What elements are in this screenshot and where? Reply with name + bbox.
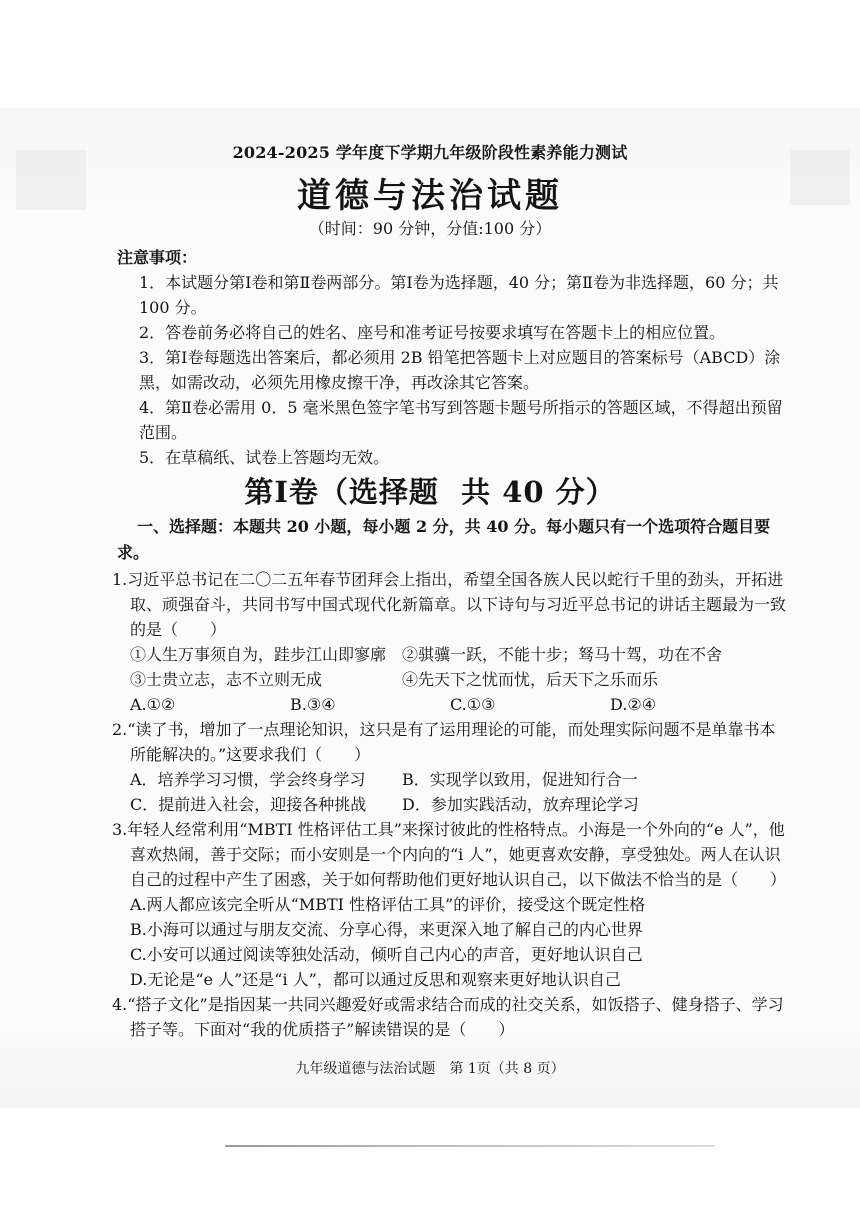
page-title: 道德与法治试题 (297, 176, 563, 216)
choice-d: D.无论是“e 人”还是“i 人”，都可以通过反思和观察来更好地认识自己 (130, 970, 621, 989)
section-instructions: 一、选择题：本题共 20 小题，每小题 2 分，共 40 分。每小题只有一个选项符合题目要求。 (117, 517, 771, 562)
choice-c: C．提前进入社会，迎接各种挑战 (130, 795, 367, 814)
notice-item (117, 270, 785, 320)
question-stem: 4.“搭子文化”是指因某一共同兴趣爱好或需求结合而成的社交关系，如饭搭子、健身搭子、学习搭子等。下面对“我的优质搭子”解读错误的是（ ） (112, 995, 784, 1039)
notice-item-text: 1．本试题分第Ⅰ卷和第Ⅱ卷两部分。第Ⅰ卷为选择题，40 分；第Ⅱ卷为非选择题，60 分；共 100 分。 (139, 273, 779, 317)
statement-row (112, 642, 787, 667)
question-stem: 2.“读了书，增加了一点理论知识，这只是有了运用理论的可能，而处理实际问题不是单靠书本所能解决的。”这要求我们（ ） (112, 720, 776, 764)
section-title: 第Ⅰ卷（选择题 共 40 分） (244, 475, 616, 509)
notice-item-text: 4．第Ⅱ卷必需用 0．5 毫米黑色签字笔书写到答题卡题号所指示的答题区域，不得超出预留范围。 (139, 398, 783, 442)
notice-item (117, 345, 785, 395)
choice-b: B.小海可以通过与朋友交流、分享心得，来更深入地了解自己的内心世界 (130, 920, 643, 939)
statement-1: ①人生万事须自为，跬步江山即寥廓 (130, 645, 387, 664)
page-footer: 九年级道德与法治试题 第 1页（共 8 页） (295, 1061, 565, 1077)
choice-row (112, 767, 787, 792)
notice-item (117, 320, 785, 345)
choice-a: A.两人都应该完全听从“MBTI 性格评估工具”的评价，接受这个既定性格 (130, 895, 646, 914)
notice-item (117, 445, 785, 470)
scan-edge-line (225, 1145, 715, 1147)
notice-heading: 注意事项： (117, 248, 198, 267)
question-1 (112, 567, 787, 717)
question-4 (112, 992, 787, 1042)
statement-2: ②骐骥一跃，不能十步；驽马十驾，功在不舍 (402, 645, 723, 664)
question-3 (112, 817, 787, 992)
question-stem: 3.年轻人经常利用“MBTI 性格评估工具”来探讨彼此的性格特点。小海是一个外向的“e 人”，他喜欢热闹，善于交际；而小安则是一个内向的“i 人”，她更喜欢安静，享受独处。两人在认识自己的过程中产生了困惑，关于如何帮助他们更好地认识自己，以下做法不恰当的是（ ） (112, 820, 787, 889)
choice-b: B．实现学以致用，促进知行合一 (402, 770, 638, 789)
time-line: （时间：90 分钟，分值:100 分） (308, 219, 552, 238)
choice-b: B.③④ (290, 695, 336, 714)
choice-d: D.②④ (610, 695, 657, 714)
statement-3: ③士贵立志，志不立则无成 (130, 670, 323, 689)
statement-row (112, 667, 787, 692)
statement-4: ④先天下之忧而忧，后天下之乐而乐 (402, 670, 659, 689)
notice-list (117, 270, 785, 470)
question-2 (112, 717, 787, 817)
question-list (112, 567, 787, 1042)
choice-a: A.①② (130, 695, 176, 714)
notice-item-text: 2．答卷前务必将自己的姓名、座号和准考证号按要求填写在答题卡上的相应位置。 (139, 323, 726, 342)
question-stem: 1.习近平总书记在二〇二五年春节团拜会上指出，希望全国各族人民以蛇行千里的劲头，开拓进取、顽强奋斗，共同书写中国式现代化新篇章。以下诗句与习近平总书记的讲话主题最为一致的是（ ） (112, 570, 787, 639)
exam-line: 2024-2025 学年度下学期九年级阶段性素养能力测试 (232, 143, 628, 162)
choice-row (112, 692, 787, 717)
choice-a: A．培养学习习惯，学会终身学习 (130, 770, 366, 789)
choice-d: D．参加实践活动，放弃理论学习 (402, 795, 639, 814)
choice-row (112, 792, 787, 817)
choice-c: C.小安可以通过阅读等独处活动，倾听自己内心的声音，更好地认识自己 (130, 945, 643, 964)
choice-c: C.①③ (450, 695, 496, 714)
notice-item (117, 395, 785, 445)
notice-item-text: 5．在草稿纸、试卷上答题均无效。 (139, 448, 390, 467)
notice-item-text: 3．第Ⅰ卷每题选出答案后，都必须用 2B 铅笔把答题卡上对应题目的答案标号（ABCD）涂黑，如需改动，必须先用橡皮擦干净，再改涂其它答案。 (139, 348, 781, 392)
